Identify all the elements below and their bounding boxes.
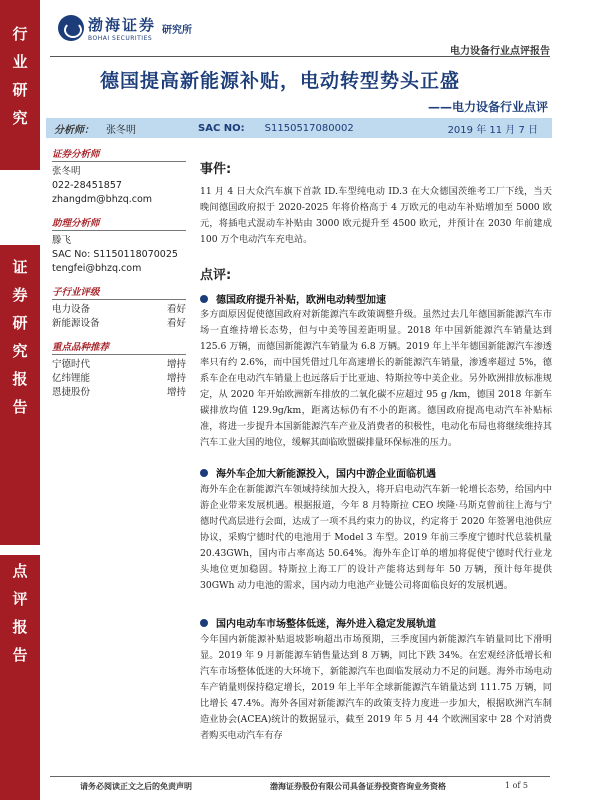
side-band-industry-research [0, 0, 40, 170]
side-char: 究 [12, 342, 28, 360]
securities-analyst-heading: 证券分析师 [52, 146, 186, 162]
side-char: 报 [12, 370, 28, 388]
stock-name: 宁德时代 [52, 359, 91, 370]
stock-rating: 增持 [166, 373, 186, 384]
company-logo [58, 14, 192, 42]
footer-company: 渤海证券股份有限公司具备证券投资咨询业务资格 [270, 781, 446, 791]
bohai-logo-icon [58, 15, 84, 41]
report-subtitle: ——电力设备行业点评 [427, 100, 548, 114]
analyst-label: 分析师： [54, 124, 94, 136]
rating-row [52, 317, 186, 331]
rating-value: 看好 [166, 318, 186, 329]
side-band-comment-report [0, 555, 40, 800]
report-type: 电力设备行业点评报告 [450, 46, 550, 57]
stock-rating: 增持 [166, 359, 186, 370]
stock-name: 亿纬锂能 [52, 373, 91, 384]
stock-row [52, 358, 186, 372]
meta-bar [46, 118, 552, 138]
footer-page-number: 1 of 5 [504, 781, 528, 790]
report-title: 德国提高新能源补贴，电动转型势头正盛 [100, 70, 461, 92]
side-char: 行 [12, 25, 28, 43]
header-divider [50, 56, 550, 57]
side-char: 告 [12, 646, 28, 664]
comment-heading: 点评: [200, 268, 232, 283]
rating-name: 电力设备 [52, 304, 91, 315]
bullet-icon [200, 295, 208, 303]
bullet-heading-1 [200, 291, 386, 306]
analyst-email: zhangdm@bhzq.com [52, 194, 153, 205]
side-band-securities-report [0, 245, 40, 545]
industry-rating-block [52, 284, 186, 331]
analyst-phone: 022-28451857 [52, 180, 122, 191]
footer-divider [50, 776, 550, 777]
rating-name: 新能源设备 [52, 318, 100, 329]
stock-recommendation-heading: 重点品种推荐 [52, 339, 186, 355]
stock-row [52, 386, 186, 400]
assistant-name: 滕飞 [52, 235, 72, 246]
side-char: 究 [12, 109, 28, 127]
sac-label: SAC NO: [198, 122, 245, 134]
industry-rating-heading: 子行业评级 [52, 284, 186, 300]
institute-label: 研究所 [162, 24, 193, 36]
bullet-icon [200, 619, 208, 627]
stock-name: 恩捷股份 [52, 387, 91, 398]
event-paragraph: 11 月 4 日大众汽车旗下首款 ID.车型纯电动 ID.3 在大众德国茨维考工厂下线，当天晚间德国政府拟于 2020-2025 年将价格高于 4 万欧元的电动车补贴增加至 5000 欧元，将插电式混动车补贴由 3000 欧元提升至 4500 欧元，并预计在 2030 年前建成 100 万个电动汽车充电站。 [200, 186, 552, 245]
analyst-name: 张冬明 [52, 166, 81, 177]
analyst-sidebar [52, 146, 186, 408]
bullet-paragraph-2: 海外车企在新能源汽车领域持续加大投入，将开启电动汽车新一轮增长态势，给国内中游企业带来发展机遇。根据报道，今年 8 月特斯拉 CEO 埃隆·马斯克曾前往上海与宁德时代高层进行会面，达成了一项不具约束力的协议，约定将于 2020 年签署电池供应协议，采购宁德时代的电池用于 Model 3 车型。2019 年前三季度宁德时代总装机量 20.43GWh，国内市占率高达 50.64%。海外车企订单的增加将促使宁德时代行业龙头地位更加稳固。特斯拉上海工厂的设计产能将达到每年 50 万辆，预计每年提供 30GWh 动力电池的需求，国内动力电池产业链公司将面临良好的发展机遇。 [200, 484, 552, 591]
stock-rating: 增持 [166, 387, 186, 398]
bullet-heading-2 [200, 465, 436, 480]
bullet-paragraph-1: 多方面原因促使德国政府对新能源汽车政策调整升级。虽然过去几年德国新能源汽车市场一直维持增长态势，但与中美等国差距明显。2018 年中国新能源汽车销量达到 125.6 万辆，而德国新能源汽车销量为 6.8 万辆。2019 年上半年德国新能源汽车渗透率只有约 2.6%，而中国凭借过几年高速增长的新能源汽车销量，渗透率超过 5%，德系车企在电动汽车销量上也远落后于比亚迪、特斯拉等中美企业。另外欧洲排放标准规定，从 2020 年开始欧洲新车排放的二氧化碳不应超过 95 g /km，德国 2018 年新车碳排放均值 129.9g/km，距离达标仍有不小的距离。德国政府提高电动汽车补贴标准，将进一步提升本国新能源汽车产业及消费者的积极性，电动化布局也将继续维持其汽车工业大国的地位，缓解其面临欧盟碳排量环保标准的压力。 [200, 309, 552, 448]
bullet-icon [200, 469, 208, 477]
assistant-analyst-heading: 助理分析师 [52, 215, 186, 231]
side-char: 券 [12, 286, 28, 304]
side-char: 研 [12, 81, 28, 99]
assistant-analyst-block [52, 215, 186, 276]
bullet-heading-text: 德国政府提升补贴，欧洲电动转型加速 [216, 295, 386, 306]
side-char: 证 [12, 258, 28, 276]
side-char: 研 [12, 314, 28, 332]
side-char: 评 [12, 590, 28, 608]
stock-recommendation-block [52, 339, 186, 400]
footer-disclaimer: 请务必阅读正文之后的免责声明 [80, 781, 192, 791]
side-char: 报 [12, 618, 28, 636]
securities-analyst-block [52, 146, 186, 207]
report-date: 2019 年 11 月 7 日 [447, 124, 538, 136]
side-char: 点 [12, 562, 28, 580]
side-char: 业 [12, 53, 28, 71]
logo-en: BOHAI SECURITIES [88, 35, 153, 42]
bullet-paragraph-3: 今年国内新能源补贴退坡影响超出市场预期，三季度国内新能源汽车销量同比下滑明显。2019 年 9 月新能源车销售量达到 8 万辆，同比下跌 34%。在宏观经济低增长和汽车市场整体低迷的大环境下，新能源汽车也面临发展动力不足的问题。海外市场电动车产销量则保持稳定增长，2019 年上半年全球新能源汽车销量达到 111.75 万辆，同比增长 47.4%。海外各国对新能源汽车的政策支持力度进一步加大，根据欧洲汽车制造业协会(ACEA)统计的数据显示，截至 2019 年 5 月 44 个欧洲国家中 28 个对消费者购买电动汽车有存 [200, 634, 552, 741]
analyst-name: 张冬明 [106, 124, 136, 136]
event-heading: 事件: [200, 162, 232, 177]
rating-value: 看好 [166, 304, 186, 315]
bullet-heading-text: 国内电动车市场整体低迷，海外进入稳定发展轨道 [216, 619, 436, 630]
side-char: 告 [12, 398, 28, 416]
sac-number: S1150517080002 [264, 122, 354, 134]
assistant-email: tengfei@bhzq.com [52, 263, 142, 274]
assistant-sac: SAC No: S1150118070025 [52, 249, 178, 260]
stock-row [52, 372, 186, 386]
bullet-heading-text: 海外车企加大新能源投入，国内中游企业面临机遇 [216, 469, 436, 480]
logo-cn: 渤海证券 [88, 16, 157, 34]
bullet-heading-3 [200, 615, 436, 630]
rating-row [52, 303, 186, 317]
logo-text [88, 14, 156, 42]
